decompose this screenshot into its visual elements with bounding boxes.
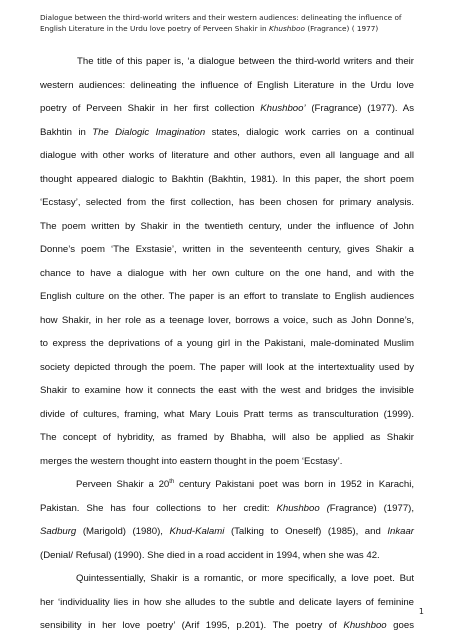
text-line: merges the western thought into eastern thought in the poem ‘Ecstasy’. xyxy=(40,455,343,467)
text-line: chance to have a dialogue with her own culture on the one hand, and with the xyxy=(40,267,414,279)
text-line: Donne’s poem ‘The Exstasie’, written in the seventeenth century, gives Shakir a xyxy=(40,244,414,255)
header-line-2 xyxy=(40,23,420,34)
text-span: (Marigold) (1980), xyxy=(76,526,170,537)
text-span: sensibility in her love poetry’ (Arif 1995, p.201). The poetry of xyxy=(40,620,344,631)
paragraph-1 xyxy=(40,55,414,478)
text-span: goes xyxy=(386,620,414,631)
paragraph-2 xyxy=(40,478,414,572)
text-line xyxy=(40,525,414,549)
text-span: Perveen Shakir a 20 xyxy=(76,479,170,490)
text-line: divide of cultures, framing, what Mary Louis Pratt terms as transculturation (1999). xyxy=(40,408,414,420)
text-line: Shakir to examine how it connects the east with the west and bridges the invisible xyxy=(40,385,414,396)
paragraph-3 xyxy=(40,572,414,643)
header-italic-title: Khushboo xyxy=(268,24,305,33)
text-span: poetry of Perveen Shakir in her first collection xyxy=(40,103,261,114)
superscript: th xyxy=(169,478,175,485)
header-line-1: Dialogue between the third-world writers and their western audiences: delineating the influence of xyxy=(40,13,402,22)
page-number: 1 xyxy=(418,607,424,616)
text-span: Pakistan. She has four collections to her credit: xyxy=(40,502,277,514)
text-line: her ‘individuality lies in how she alludes to the subtle and delicate layers of feminine xyxy=(40,596,414,608)
header-text: English Literature in the Urdu love poetry of Perveen Shakir in xyxy=(40,24,269,33)
text-line: Quintessentially, Shakir is a romantic, or more specifically, a love poet. But xyxy=(76,573,414,584)
text-span: (Fragrance) (1977). As xyxy=(305,103,414,114)
header-text: (Fragrance) ( 1977) xyxy=(305,24,379,33)
text-line: western audiences: delineating the influence of English Literature in the Urdu love xyxy=(40,79,414,91)
text-line: English culture on the other. The paper is an effort to translate to English audiences xyxy=(40,291,414,302)
text-line: society depicted through the poem. The paper will look at the intertextuality used by xyxy=(40,361,414,373)
text-line xyxy=(40,126,414,150)
text-line: (Denial/ Refusal) (1990). She died in a road accident in 1994, when she was 42. xyxy=(40,549,380,561)
text-span: Bakhtin in xyxy=(40,126,93,138)
italic-title: Khushboo ( xyxy=(276,502,330,514)
text-line xyxy=(40,478,414,502)
text-line: thought appeared dialogic to Bakhtin (Bakhtin, 1981). In this paper, the short poem xyxy=(40,173,414,185)
text-line: how Shakir, in her role as a teenage lover, borrows a voice, such as John Donne’s, xyxy=(40,314,414,326)
italic-title: Khud-Kalami xyxy=(169,526,225,537)
text-span: Fragrance) (1977), xyxy=(329,502,415,514)
text-line: dialogue with other works of literature and other authors, even all language and all xyxy=(40,150,414,161)
running-header xyxy=(40,12,420,34)
text-line xyxy=(40,502,414,526)
text-line xyxy=(40,619,414,643)
italic-title: Khushboo xyxy=(343,620,387,631)
italic-title: Khushboo’ xyxy=(260,103,306,114)
text-span: (Talking to Oneself) (1985), and xyxy=(224,526,388,537)
italic-title: Sadburg xyxy=(40,526,77,537)
text-span: states, dialogic work carries on a continual xyxy=(205,126,414,138)
italic-title: The Dialogic Imagination xyxy=(92,126,206,138)
text-line: to express the deprivations of a young girl in the Pakistani, male-dominated Muslim xyxy=(40,338,414,349)
italic-title: Inkaar xyxy=(387,526,414,537)
text-line: ‘Ecstasy’, selected from the first collection, has been chosen for primary analysis. xyxy=(40,197,414,208)
text-line: The poem written by Shakir in the twentieth century, under the influence of John xyxy=(40,220,414,232)
text-line: The title of this paper is, ‘a dialogue between the third-world writers and their xyxy=(77,56,414,67)
text-span: century Pakistani poet was born in 1952 in Karachi, xyxy=(174,479,414,490)
text-line xyxy=(40,102,414,126)
text-line: The concept of hybridity, as framed by Bhabha, will also be applied as Shakir xyxy=(40,432,414,443)
body-text xyxy=(40,55,414,643)
